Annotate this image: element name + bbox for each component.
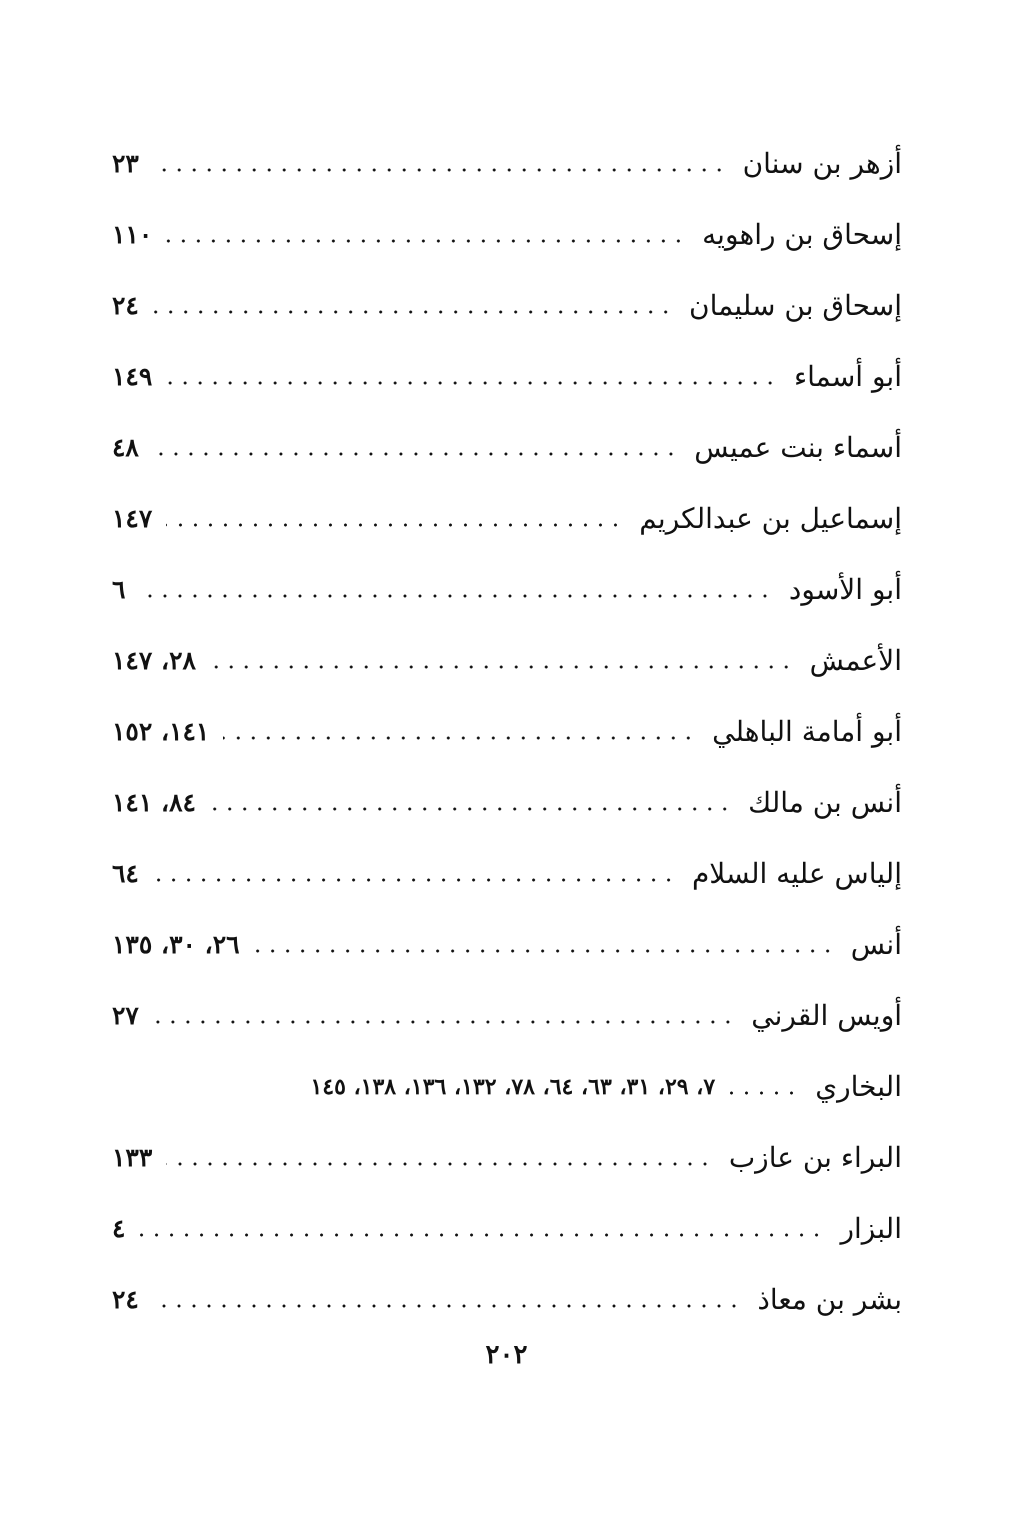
entry-pages: ٢٦، ٣٠، ١٣٥ <box>112 930 240 959</box>
leader-dots <box>166 381 778 385</box>
entry-pages: ٦ <box>112 575 126 604</box>
index-entry <box>112 909 902 980</box>
entry-pages: ٢٤ <box>112 1285 139 1314</box>
entry-name: أنس <box>850 928 902 961</box>
entry-name: الأعمش <box>809 644 902 677</box>
leader-dots <box>153 452 678 456</box>
entry-pages: ٨٤، ١٤١ <box>112 788 196 817</box>
entry-pages: ١٣٣ <box>112 1143 153 1172</box>
entry-name: بشر بن معاذ <box>757 1283 902 1316</box>
entry-name: أزهر بن سنان <box>742 147 902 180</box>
index-entry <box>112 1264 902 1335</box>
entry-pages: ٤ <box>112 1214 126 1243</box>
entry-pages: ٦٤ <box>112 859 139 888</box>
entry-pages: ٧، ٢٩، ٣١، ٦٣، ٦٤، ٧٨، ١٣٢، ١٣٦، ١٣٨، ١٤٥ <box>310 1073 716 1100</box>
entry-name: البراء بن عازب <box>728 1141 902 1174</box>
leader-dots <box>166 239 686 243</box>
entry-name: أنس بن مالك <box>748 786 902 819</box>
index-entry <box>112 838 902 909</box>
entry-pages: ٢٤ <box>112 291 139 320</box>
entry-pages: ٤٨ <box>112 433 139 462</box>
entry-pages: ١٤٧ <box>112 504 153 533</box>
leader-dots <box>223 736 696 740</box>
index-entry <box>112 341 902 412</box>
page-number: ٢٠٢ <box>485 1340 528 1370</box>
entry-pages: ١١٠ <box>112 220 153 249</box>
index-list <box>112 128 902 1335</box>
leader-dots <box>166 1162 713 1166</box>
entry-pages: ٢٨، ١٤٧ <box>112 646 196 675</box>
leader-dots <box>139 1233 824 1237</box>
leader-dots <box>153 310 673 314</box>
index-entry <box>112 1122 902 1193</box>
index-entry <box>112 270 902 341</box>
entry-pages: ٢٧ <box>112 1001 139 1030</box>
leader-dots <box>166 523 623 527</box>
entry-pages: ١٤١، ١٥٢ <box>112 717 210 746</box>
index-entry <box>112 980 902 1051</box>
entry-name: أبو أسماء <box>793 360 902 393</box>
leader-dots <box>153 1020 735 1024</box>
leader-dots <box>210 665 794 669</box>
entry-name: إلياس عليه السلام <box>691 857 902 890</box>
entry-name: أبو الأسود <box>788 573 902 606</box>
index-entry <box>112 625 902 696</box>
leader-dots <box>153 168 727 172</box>
index-entry <box>112 199 902 270</box>
index-entry <box>112 1193 902 1264</box>
index-entry <box>112 1051 902 1122</box>
entry-pages: ٢٣ <box>112 149 139 178</box>
index-entry <box>112 128 902 199</box>
index-entry <box>112 696 902 767</box>
entry-name: إسحاق بن راهويه <box>702 218 902 251</box>
leader-dots <box>153 1304 742 1308</box>
leader-dots <box>254 949 835 953</box>
index-entry <box>112 483 902 554</box>
entry-name: البزار <box>840 1212 902 1245</box>
entry-name: أويس القرني <box>751 999 902 1032</box>
leader-dots <box>153 878 676 882</box>
entry-name: أسماء بنت عميس <box>694 431 902 464</box>
entry-name: أبو أمامة الباهلي <box>712 715 902 748</box>
entry-name: البخاري <box>815 1070 902 1103</box>
leader-dots <box>729 1091 799 1095</box>
index-entry <box>112 412 902 483</box>
leader-dots <box>210 807 732 811</box>
entry-pages: ١٤٩ <box>112 362 153 391</box>
entry-name: إسماعيل بن عبدالكريم <box>639 502 902 535</box>
index-entry <box>112 554 902 625</box>
entry-name: إسحاق بن سليمان <box>689 289 902 322</box>
index-entry <box>112 767 902 838</box>
leader-dots <box>139 594 772 598</box>
